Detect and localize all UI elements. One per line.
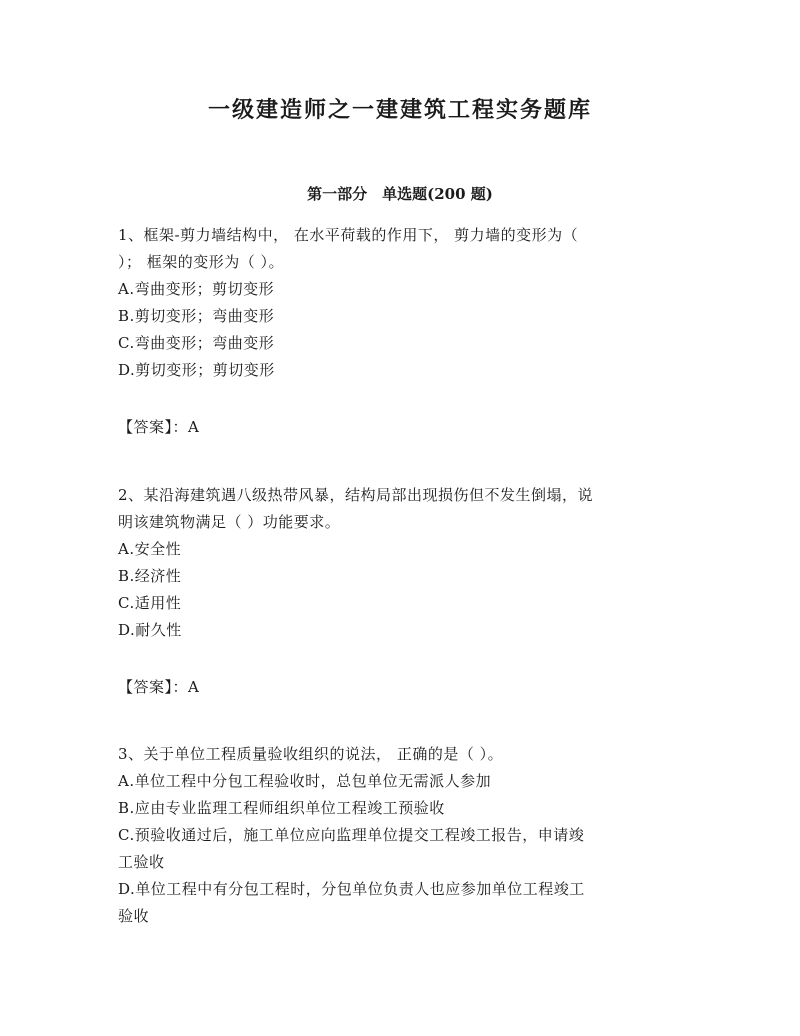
question-2-option-c: C.适用性 bbox=[118, 594, 182, 612]
question-3-stem-line-1: 3、关于单位工程质量验收组织的说法， 正确的是（ ）。 bbox=[118, 745, 504, 763]
question-1-option-c: C.弯曲变形；弯曲变形 bbox=[118, 334, 275, 352]
question-2 bbox=[118, 482, 683, 644]
question-2-stem-line-1: 2、某沿海建筑遇八级热带风暴，结构局部出现损伤但不发生倒塌，说 bbox=[118, 486, 594, 504]
section-heading: 第一部分 单选题(200 题) bbox=[307, 185, 493, 203]
question-1-option-b: B.剪切变形；弯曲变形 bbox=[118, 307, 275, 325]
question-3-option-d-line-2: 验收 bbox=[118, 907, 150, 925]
question-1-stem-line-1: 1、框架-剪力墙结构中， 在水平荷载的作用下， 剪力墙的变形为（ bbox=[118, 226, 579, 244]
question-2-option-b: B.经济性 bbox=[118, 567, 182, 585]
document-title: 一级建造师之一建建筑工程实务题库 bbox=[207, 97, 592, 123]
question-3-option-c-line-2: 工验收 bbox=[118, 853, 165, 871]
question-2-answer: 【答案】：A bbox=[118, 678, 200, 696]
question-2-stem-line-2: 明该建筑物满足（ ）功能要求。 bbox=[118, 513, 341, 531]
question-1-option-d: D.剪切变形；剪切变形 bbox=[118, 361, 275, 379]
question-1 bbox=[118, 222, 683, 384]
question-2-option-d: D.耐久性 bbox=[118, 621, 182, 639]
question-3-option-c-line-1: C.预验收通过后，施工单位应向监理单位提交工程竣工报告，申请竣 bbox=[118, 826, 585, 844]
question-3 bbox=[118, 741, 683, 930]
question-1-answer: 【答案】：A bbox=[118, 418, 200, 436]
question-1-stem-line-2: ）； 框架的变形为（ ）。 bbox=[118, 253, 285, 271]
question-2-option-a: A.安全性 bbox=[118, 540, 182, 558]
question-3-option-d-line-1: D.单位工程中有分包工程时，分包单位负责人也应参加单位工程竣工 bbox=[118, 880, 585, 898]
question-3-option-b: B.应由专业监理工程师组织单位工程竣工预验收 bbox=[118, 799, 445, 817]
question-3-option-a: A.单位工程中分包工程验收时，总包单位无需派人参加 bbox=[118, 772, 492, 790]
question-1-option-a: A.弯曲变形；剪切变形 bbox=[118, 280, 275, 298]
